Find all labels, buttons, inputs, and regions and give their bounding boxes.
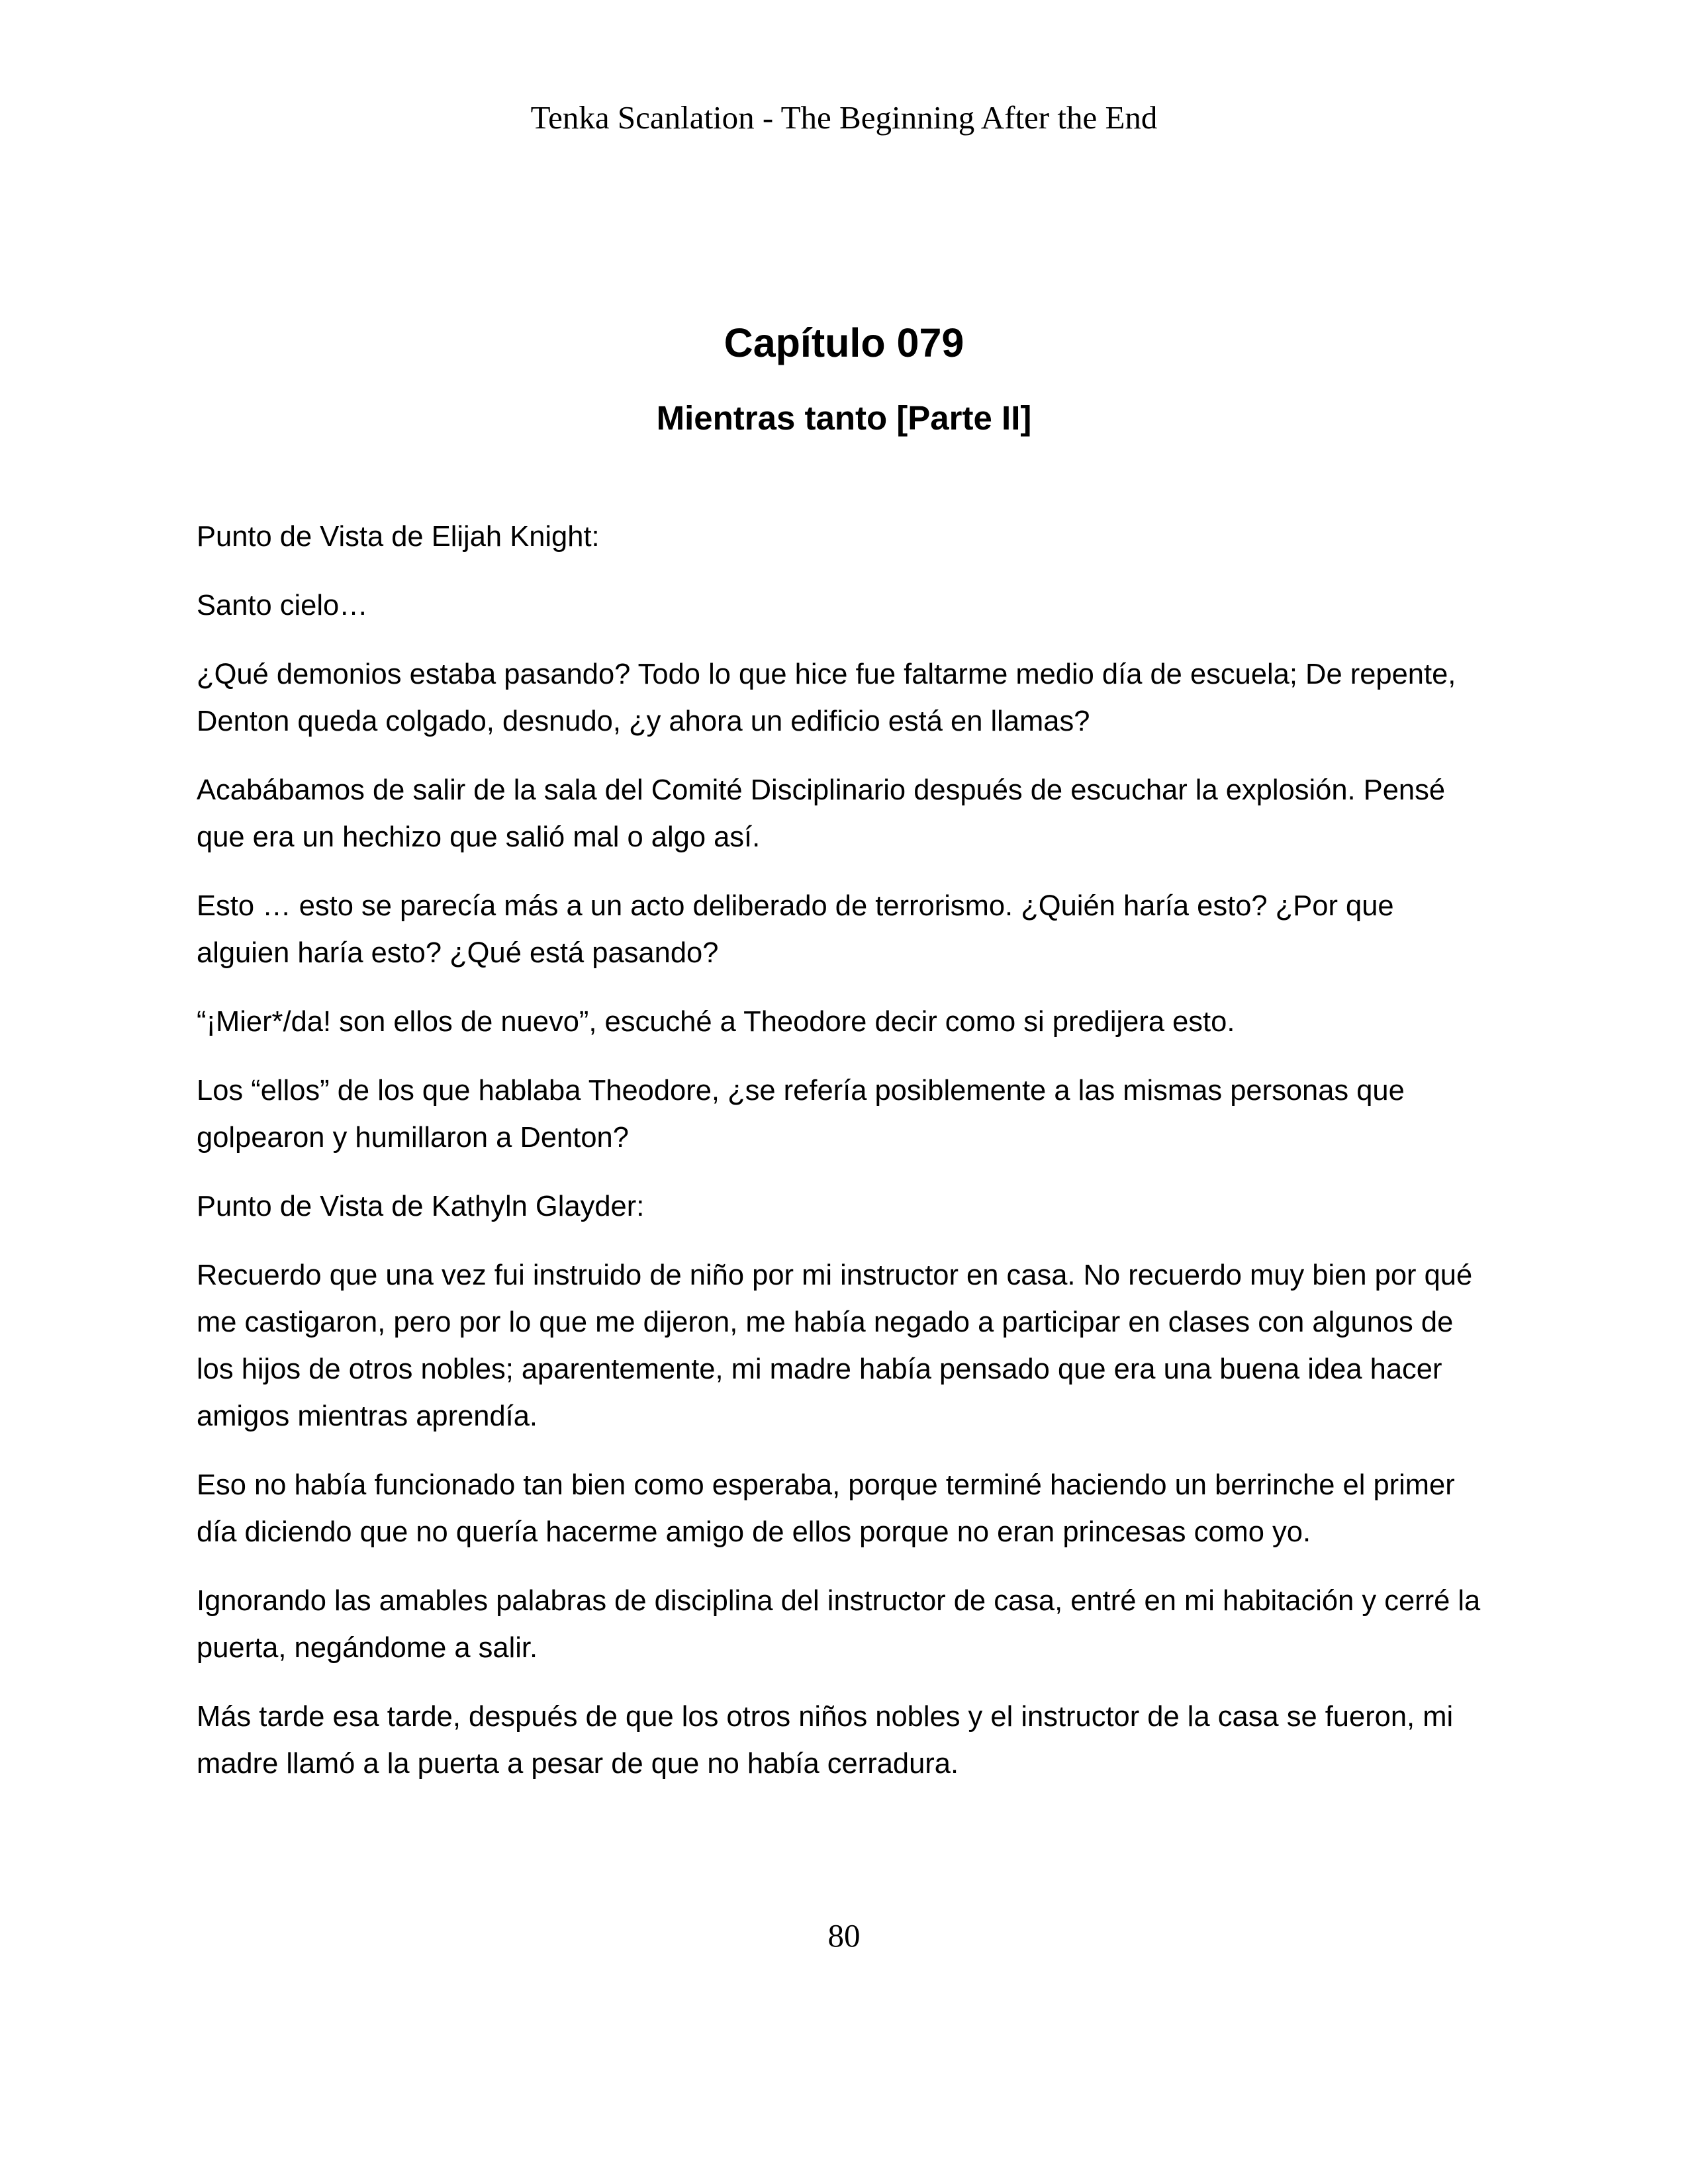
paragraph-pov-kathyln: Punto de Vista de Kathyln Glayder: [197,1191,645,1222]
page-header: Tenka Scanlation - The Beginning After the End [530,99,1158,136]
paragraph: Eso no había funcionado tan bien como esperaba, porque terminé haciendo un berrinche el primer día diciendo que no quería hacerme amigo de ellos porque no eran princesas como yo. [197,1469,1455,1548]
chapter-title: Capítulo 079 [724,320,964,365]
paragraph-pov-elijah: Punto de Vista de Elijah Knight: [197,521,600,553]
paragraph: Más tarde esa tarde, después de que los otros niños nobles y el instructor de la casa se fueron, mi madre llamó a la puerta a pesar de que no había cerradura. [197,1701,1454,1780]
paragraph: Ignorando las amables palabras de disciplina del instructor de casa, entré en mi habitación y cerré la puerta, negándome a salir. [197,1585,1481,1664]
chapter-body [197,514,1494,1809]
paragraph: Esto … esto se parecía más a un acto deliberado de terrorismo. ¿Quién haría esto? ¿Por que alguien haría esto? ¿Qué está pasando? [197,890,1394,969]
paragraph: “¡Mier*/da! son ellos de nuevo”, escuché a Theodore decir como si predijera esto. [197,1006,1235,1038]
chapter-subtitle: Mientras tanto [Parte II] [656,399,1032,437]
page-number: 80 [827,1917,861,1954]
paragraph: Los “ellos” de los que hablaba Theodore, ¿se refería posiblemente a las mismas personas que golpearon y humillaron a Denton? [197,1075,1405,1154]
paragraph: Santo cielo… [197,590,368,621]
paragraph: ¿Qué demonios estaba pasando? Todo lo que hice fue faltarme medio día de escuela; De repente, Denton queda colgado, desnudo, ¿y ahora un edificio está en llamas? [197,659,1456,737]
paragraph: Acabábamos de salir de la sala del Comité Disciplinario después de escuchar la explosión. Pensé que era un hechizo que salió mal o algo así. [197,774,1446,853]
paragraph: Recuerdo que una vez fui instruido de niño por mi instructor en casa. No recuerdo muy bien por qué me castigaron, pero por lo que me dijeron, me había negado a participar en clases con algunos de los hijos de otros nobles; aparentemente, mi madre había pensado que era una buena idea hacer amigos mientras aprendía. [197,1259,1473,1432]
